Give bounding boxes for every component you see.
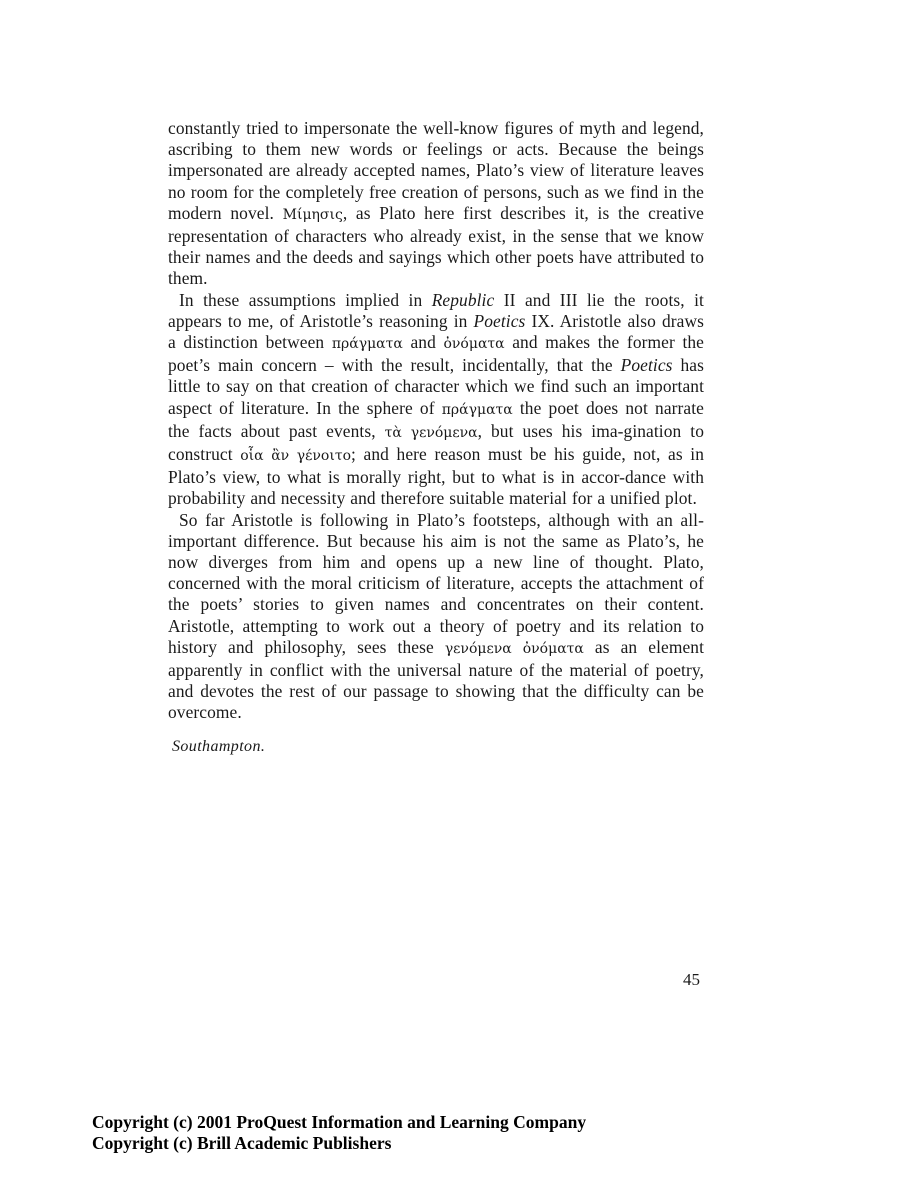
text-run: has little to say on that creation of character which we find such an important aspect of literature. In the sphere of [168, 355, 704, 418]
text-run: the poet does not narrate the facts about past events, [168, 397, 704, 441]
paragraph-3 [168, 510, 704, 724]
italic-title: Republic [431, 289, 495, 310]
article-body [168, 118, 704, 724]
text-run: as an element apparently in conflict with the universal nature of the material of poetry, and devotes the rest of our passage to showing that the difficulty can be overcome. [168, 636, 705, 723]
paragraph-1 [168, 118, 704, 290]
text-run: and [402, 332, 444, 353]
greek-term: ὀνόματα [443, 336, 505, 353]
copyright-footer [92, 1112, 586, 1154]
greek-term: τὰ γενόμενα [384, 424, 478, 441]
greek-term: πράγματα [441, 401, 513, 418]
copyright-line-1: Copyright (c) 2001 ProQuest Information and Learning Company [92, 1112, 587, 1132]
text-run: and makes the former the poet’s main concern – with the result, incidentally, that the [168, 332, 705, 376]
italic-title: Poetics [620, 355, 673, 376]
greek-term: γενόμενα ὀνόματα [444, 640, 584, 657]
text-run: , as Plato here first describes it, is the creative representation of characters who already exist, in the sense that we know their names and the deeds and sayings which other poets have attributed to them. [168, 202, 705, 289]
author-location: Southampton. [172, 738, 266, 755]
greek-term: πράγματα [331, 336, 403, 353]
text-run: , but uses his ima-gination to construct [168, 420, 704, 465]
greek-term: Μίμησις [282, 206, 343, 223]
paragraph-2 [168, 290, 704, 510]
text-run: ; and here reason must be his guide, not, as in Plato’s view, to what is morally right, but to what is in accor-dance with probability and necessity and therefore suitable material for a unified plot. [168, 444, 705, 509]
text-run: constantly tried to impersonate the well-know figures of myth and legend, ascribing to them new words or feelings or acts. Because the beings impersonated are already accepted names, Plato’s view of literature leaves no room for the completely free creation of persons, such as we find in the modern novel. [168, 118, 704, 223]
greek-term: οἷα ἂν γένοιτο [240, 448, 352, 465]
copyright-line-2: Copyright (c) Brill Academic Publishers [92, 1133, 392, 1153]
text-run: So far Aristotle is following in Plato’s footsteps, although with an all-important difference. But because his aim is not the same as Plato’s, he now diverges from him and opens up a new line of thought. Plato, concerned with the moral criticism of literature, accepts the attachment of the poets’ stories to given names and concentrates on their content. Aristotle, attempting to work out a theory of poetry and its relation to history and philosophy, sees these [168, 509, 704, 657]
text-run: In these assumptions implied in [179, 289, 432, 310]
text-run: II and III lie the roots, it appears to me, of Aristotle’s reasoning in [168, 289, 704, 331]
italic-title: Poetics [473, 310, 526, 331]
text-run: IX. Aristotle also draws a distinction between [168, 310, 704, 353]
page-number: 45 [683, 970, 700, 989]
